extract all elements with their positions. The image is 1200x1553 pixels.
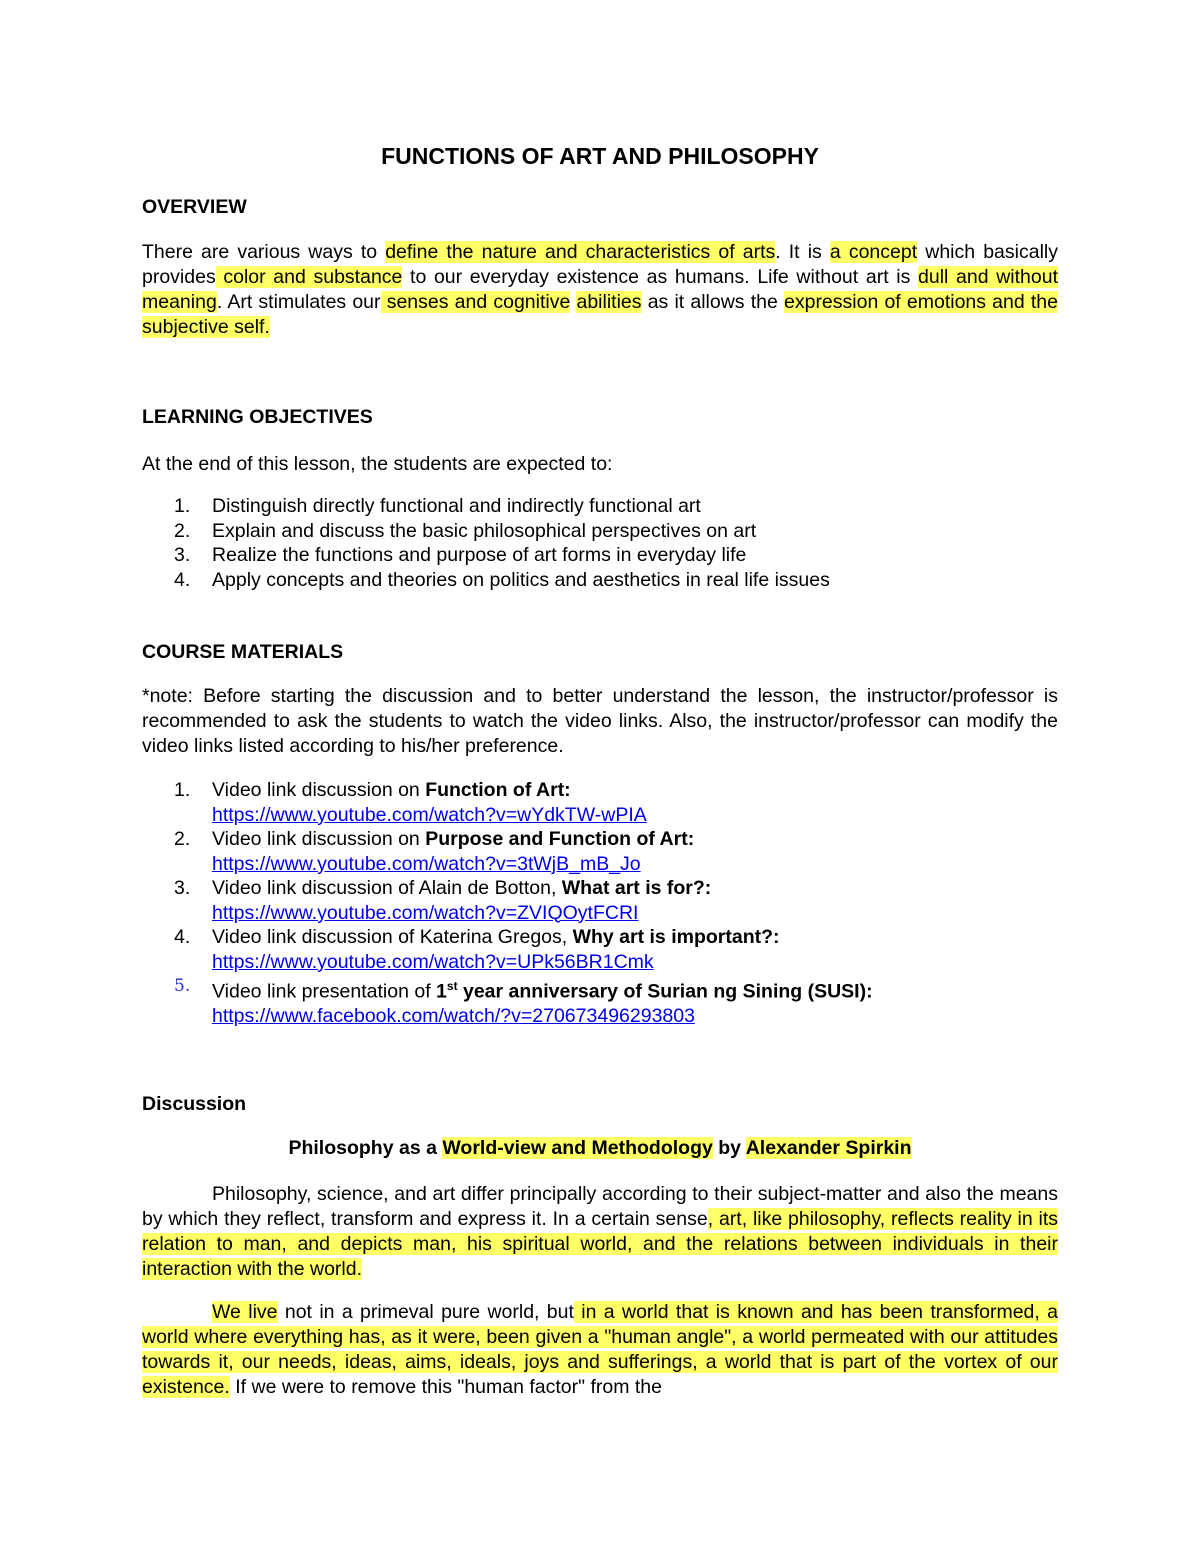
highlight: abilities xyxy=(576,291,642,313)
list-item: 4. Apply concepts and theories on politics and aesthetics in real life issues xyxy=(174,568,830,591)
discussion-paragraph-1: Philosophy, science, and art differ principally according to their subject-matter and also the means by which they reflect, transform and express it. In a certain sense, art, like philosophy, reflects reality in its relation to man, and depicts man, his spiritual world, and the relations between individuals in their interaction with the world. xyxy=(142,1183,1058,1280)
list-item: 3. Realize the functions and purpose of art forms in everyday life xyxy=(174,544,747,566)
list-item: 1. Video link discussion on Function of Art: https://www.youtube.com/watch?v=wYdkTW-wPIA xyxy=(174,779,647,826)
highlight: a concept xyxy=(829,241,918,263)
highlight: We live xyxy=(212,1301,278,1323)
video-link[interactable]: https://www.youtube.com/watch?v=UPk56BR1Cmk xyxy=(212,950,654,973)
materials-list xyxy=(142,778,1058,1029)
overview-paragraph: There are various ways to define the nature and characteristics of arts. It is a concept which basically provides color and substance to our everyday existence as humans. Life without art is dull and without meaning. Art stimulates our senses and cognitive abilities as it allows the expression of emotions and the subjective self. xyxy=(142,241,1059,338)
video-link[interactable]: https://www.facebook.com/watch/?v=270673496293803 xyxy=(212,1005,695,1027)
list-item: 1. Distinguish directly functional and indirectly functional art xyxy=(174,495,701,517)
highlight: , art, like philosophy, reflects reality in its relation to man, and depicts man, his spiritual world, and the relations between individuals in their interaction with the world. xyxy=(142,1208,1058,1280)
highlight: Alexander Spirkin xyxy=(745,1137,912,1159)
discussion-heading: Discussion xyxy=(142,1093,247,1115)
video-link[interactable]: https://www.youtube.com/watch?v=ZVIQOytFCRI xyxy=(212,901,639,924)
highlight: expression of emotions and the subjective self. xyxy=(142,291,1058,338)
highlight: define the nature and characteristics of arts xyxy=(385,241,776,263)
materials-note: *note: Before starting the discussion and to better understand the lesson, the instructor/professor is recommended to ask the students to watch the video links. Also, the instructor/professor can modify the video links listed according to his/her preference. xyxy=(142,685,1058,757)
highlight: in a world that is known and has been transformed, a world where everything has, as it were, been given a "human angle", a world permeated with our attitudes towards it, our needs, ideas, aims, ideals, joys and sufferings, a world that is part of the vortex of our existence. xyxy=(142,1301,1058,1398)
highlight: World-view and Methodology xyxy=(442,1137,713,1159)
discussion-paragraph-2: We live not in a primeval pure world, but in a world that is known and has been transformed, a world where everything has, as it were, been given a "human angle", a world permeated with our attitudes towards it, our needs, ideas, aims, ideals, joys and sufferings, a world that is part of the vortex of our existence. If we were to remove this "human factor" from the xyxy=(142,1301,1058,1398)
objectives-list xyxy=(142,494,1058,592)
video-link[interactable]: https://www.youtube.com/watch?v=3tWjB_mB_Jo xyxy=(212,852,641,875)
highlight: dull and without meaning xyxy=(142,266,1059,313)
highlight: color and substance xyxy=(215,266,403,288)
overview-heading: OVERVIEW xyxy=(142,196,247,218)
objectives-heading: LEARNING OBJECTIVES xyxy=(142,406,373,428)
list-item: 4. Video link discussion of Katerina Gregos, Why art is important?: https://www.youtube.com/watch?v=UPk56BR1Cmk xyxy=(174,926,780,973)
list-item: 5. Video link presentation of 1st year anniversary of Surian ng Sining (SUSI): https://www.facebook.com/watch/?v=270673496293803 xyxy=(174,976,873,1027)
list-item: 2. Video link discussion on Purpose and Function of Art: https://www.youtube.com/watch?v=3tWjB_mB_Jo xyxy=(174,828,695,875)
document-title: FUNCTIONS OF ART AND PHILOSOPHY xyxy=(381,143,819,169)
list-item: 2. Explain and discuss the basic philosophical perspectives on art xyxy=(174,519,757,542)
objectives-intro: At the end of this lesson, the students are expected to: xyxy=(142,453,613,475)
highlight: senses and cognitive xyxy=(380,291,571,313)
video-link[interactable]: https://www.youtube.com/watch?v=wYdkTW-wPIA xyxy=(212,803,647,826)
list-item: 3. Video link discussion of Alain de Botton, What art is for?: https://www.youtube.com/watch?v=ZVIQOytFCRI xyxy=(174,877,712,924)
discussion-subtitle: Philosophy as a World-view and Methodology by Alexander Spirkin xyxy=(288,1137,912,1159)
materials-heading: COURSE MATERIALS xyxy=(142,641,344,663)
